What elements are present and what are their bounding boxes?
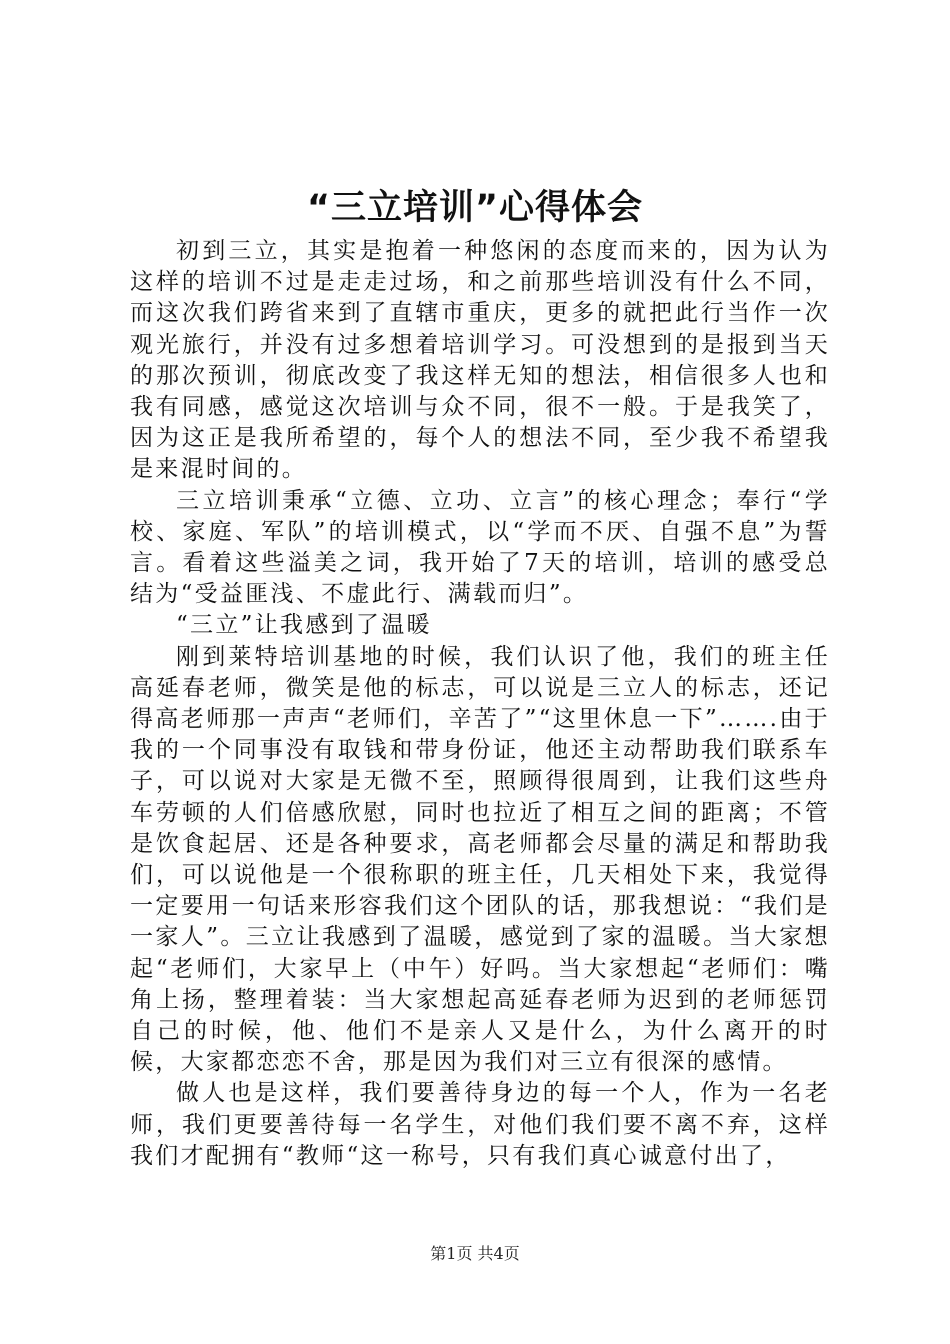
paragraph: 刚到莱特培训基地的时候，我们认识了他，我们的班主任高延春老师，微笑是他的标志，可以说是三立人的标志，还记得高老师那一声声“老师们，辛苦了”“这里休息一下”…….由于我的一个同事没有取钱和带身份证，他还主动帮助我们联系车子，可以说对大家是无微不至，照顾得很周到，让我们这些舟车劳顿的人们倍感欣慰，同时也拉近了相互之间的距离；不管是饮食起居、还是各种要求，高老师都会尽量的满足和帮助我们，可以说他是一个很称职的班主任，几天相处下来，我觉得一定要用一句话来形容我们这个团队的话，那我想说：“我们是一家人”。三立让我感到了温暖，感觉到了家的温暖。当大家想起“老师们，大家早上（中午）好吗。当大家想起“老师们：嘴角上扬，整理着装：当大家想起高延春老师为迟到的老师惩罚自己的时候，他、他们不是亲人又是什么，为什么离开的时候，大家都恋恋不舍，那是因为我们对三立有很深的感情。 bbox=[130, 643, 830, 1076]
page-number-footer: 第1页 共4页 bbox=[430, 1244, 520, 1263]
paragraph: 初到三立，其实是抱着一种悠闲的态度而来的，因为认为这样的培训不过是走走过场，和之前那些培训没有什么不同，而这次我们跨省来到了直辖市重庆，更多的就把此行当作一次观光旅行，并没有过多想着培训学习。可没想到的是报到当天的那次预训，彻底改变了我这样无知的想法，相信很多人也和我有同感，感觉这次培训与众不同，很不一般。于是我笑了，因为这正是我所希望的，每个人的想法不同，至少我不希望我是来混时间的。 bbox=[130, 238, 830, 483]
section-heading: “三立”让我感到了温暖 bbox=[176, 612, 432, 639]
document-body bbox=[130, 236, 830, 1172]
document-title: “三立培训”心得体会 bbox=[306, 188, 643, 228]
paragraph: 做人也是这样，我们要善待身边的每一个人，作为一名老师，我们更要善待每一名学生，对他们我们要不离不弃，这样我们才配拥有“教师“这一称号，只有我们真心诚意付出了， bbox=[130, 1080, 830, 1169]
paragraph: 三立培训秉承“立德、立功、立言”的核心理念；奉行“学校、家庭、军队”的培训模式，以“学而不厌、自强不息”为誓言。看着这些溢美之词，我开始了7天的培训，培训的感受总结为“受益匪浅、不虚此行、满载而归”。 bbox=[130, 487, 830, 608]
